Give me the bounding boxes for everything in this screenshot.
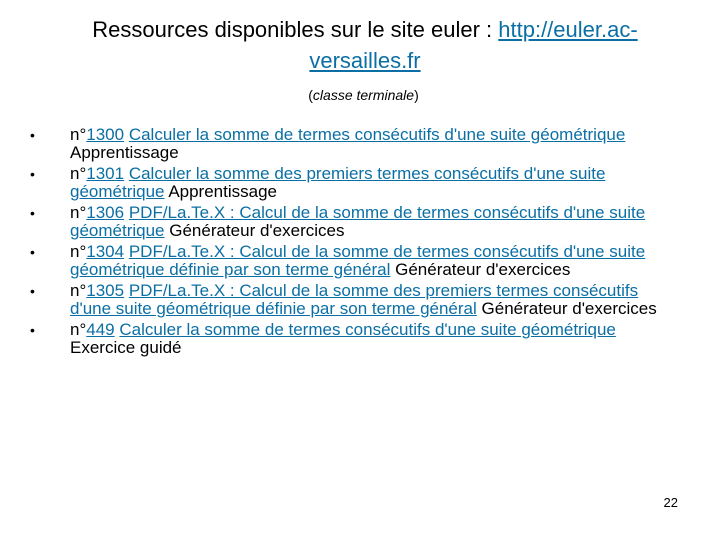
list-item [30,204,660,240]
item-number-link[interactable]: 1306 [86,203,125,222]
list-item [30,126,660,162]
resource-list [30,126,660,357]
item-number-link[interactable]: 1301 [86,164,125,183]
item-number-link[interactable]: 1300 [86,125,125,144]
subtitle-close-paren: ) [414,87,419,103]
list-item [30,243,660,279]
item-number-link[interactable]: 449 [86,320,115,339]
euler-site-link[interactable]: http://euler.ac-versailles.fr [309,17,638,73]
page-title [40,14,690,76]
item-type: Apprentissage [168,182,277,201]
item-prefix: n° [70,242,87,261]
item-prefix: n° [70,320,87,339]
item-title-link[interactable]: Calculer la somme des premiers termes consécutifs d'une suite géométrique [70,164,606,201]
item-title-link[interactable]: PDF/La.Te.X : Calcul de la somme des premiers termes consécutifs d'une suite géométrique définie par son terme général [70,281,639,318]
page-number: 22 [663,495,678,510]
item-type: Générateur d'exercices [395,260,571,279]
list-item [30,282,660,318]
item-type: Apprentissage [70,143,179,162]
item-prefix: n° [70,203,87,222]
item-prefix: n° [70,164,87,183]
subtitle [0,86,720,104]
item-type: Générateur d'exercices [481,299,657,318]
item-title-link[interactable]: Calculer la somme de termes consécutifs d'une suite géométrique [128,125,626,144]
title-text: Ressources disponibles sur le site euler : [92,17,499,42]
list-item [30,165,660,201]
subtitle-open-paren: ( [308,87,313,103]
item-title-link[interactable]: PDF/La.Te.X : Calcul de la somme de termes consécutifs d'une suite géométrique définie par son terme général [70,242,646,279]
item-number-link[interactable]: 1305 [86,281,125,300]
item-title-link[interactable]: Calculer la somme de termes consécutifs d'une suite géométrique [119,320,616,339]
item-type: Exercice guidé [70,338,182,357]
item-number-link[interactable]: 1304 [86,242,125,261]
item-prefix: n° [70,281,87,300]
subtitle-text: classe terminale [312,87,415,103]
item-type: Générateur d'exercices [169,221,345,240]
item-title-link[interactable]: PDF/La.Te.X : Calcul de la somme de termes consécutifs d'une suite géométrique [70,203,646,240]
item-prefix: n° [70,125,87,144]
list-item [30,321,660,357]
